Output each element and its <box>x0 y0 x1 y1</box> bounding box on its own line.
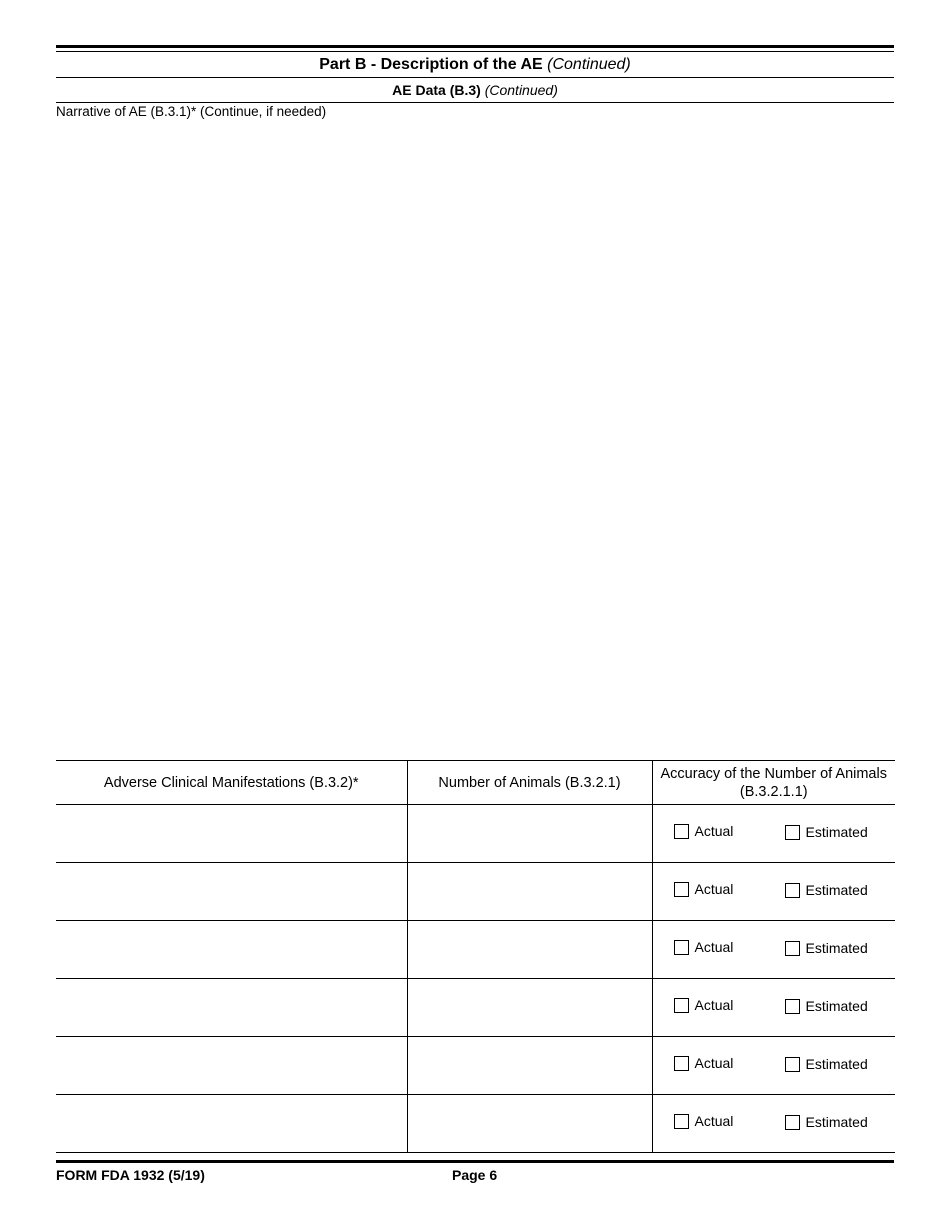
number-of-animals-cell <box>407 979 652 1037</box>
actual-label: Actual <box>694 881 734 897</box>
manifestation-cell <box>56 921 407 979</box>
manifestation-input[interactable] <box>56 805 407 862</box>
accuracy-cell <box>652 979 895 1037</box>
estimated-option <box>785 823 868 841</box>
bottom-thick-rule <box>56 1160 894 1163</box>
estimated-checkbox[interactable] <box>785 1115 800 1130</box>
accuracy-cell <box>652 921 895 979</box>
estimated-option <box>785 1055 868 1073</box>
estimated-label: Estimated <box>805 1056 868 1072</box>
actual-checkbox[interactable] <box>674 824 689 839</box>
section-title <box>56 81 894 99</box>
estimated-option <box>785 997 868 1015</box>
table-row <box>56 979 895 1037</box>
top-thick-rule <box>56 45 894 48</box>
accuracy-options <box>653 1095 896 1152</box>
actual-label: Actual <box>694 997 734 1013</box>
estimated-option <box>785 881 868 899</box>
actual-option <box>674 822 734 840</box>
page-number: Page 6 <box>452 1167 498 1183</box>
estimated-label: Estimated <box>805 1114 868 1130</box>
section-title-text: AE Data (B.3) <box>392 82 481 98</box>
manifestation-input[interactable] <box>56 979 407 1036</box>
estimated-option <box>785 1113 868 1131</box>
section-title-suffix: (Continued) <box>484 82 558 98</box>
manifestation-cell <box>56 863 407 921</box>
manifestation-input[interactable] <box>56 921 407 978</box>
accuracy-options <box>653 1037 896 1094</box>
estimated-label: Estimated <box>805 824 868 840</box>
number-of-animals-cell <box>407 921 652 979</box>
estimated-option <box>785 939 868 957</box>
top-thin-rule <box>56 51 894 52</box>
manifestation-cell <box>56 1095 407 1153</box>
accuracy-cell <box>652 805 895 863</box>
actual-checkbox[interactable] <box>674 882 689 897</box>
part-title-text: Part B - Description of the AE <box>319 56 543 73</box>
number-of-animals-cell <box>407 1095 652 1153</box>
accuracy-cell <box>652 1095 895 1153</box>
estimated-checkbox[interactable] <box>785 999 800 1014</box>
manifestation-cell <box>56 1037 407 1095</box>
actual-option <box>674 996 734 1014</box>
number-of-animals-input[interactable] <box>408 921 652 978</box>
number-of-animals-cell <box>407 1037 652 1095</box>
actual-option <box>674 1112 734 1130</box>
manifestation-input[interactable] <box>56 1095 407 1152</box>
estimated-checkbox[interactable] <box>785 883 800 898</box>
estimated-checkbox[interactable] <box>785 825 800 840</box>
table-row <box>56 921 895 979</box>
clinical-manifestations-table <box>56 760 895 1153</box>
number-of-animals-input[interactable] <box>408 805 652 862</box>
accuracy-options <box>653 979 896 1036</box>
table-row <box>56 1095 895 1153</box>
table-header-row <box>56 761 895 805</box>
part-title-rule <box>56 77 894 78</box>
header-number-of-animals: Number of Animals (B.3.2.1) <box>407 761 652 805</box>
number-of-animals-input[interactable] <box>408 863 652 920</box>
actual-label: Actual <box>694 823 734 839</box>
number-of-animals-input[interactable] <box>408 1095 652 1152</box>
actual-option <box>674 1054 734 1072</box>
number-of-animals-input[interactable] <box>408 979 652 1036</box>
number-of-animals-cell <box>407 805 652 863</box>
accuracy-options <box>653 805 896 862</box>
estimated-label: Estimated <box>805 940 868 956</box>
table-row <box>56 863 895 921</box>
actual-option <box>674 938 734 956</box>
actual-checkbox[interactable] <box>674 1056 689 1071</box>
actual-checkbox[interactable] <box>674 998 689 1013</box>
estimated-label: Estimated <box>805 998 868 1014</box>
estimated-label: Estimated <box>805 882 868 898</box>
header-manifestations: Adverse Clinical Manifestations (B.3.2)* <box>56 761 407 805</box>
table-row <box>56 805 895 863</box>
number-of-animals-input[interactable] <box>408 1037 652 1094</box>
table-row <box>56 1037 895 1095</box>
number-of-animals-cell <box>407 863 652 921</box>
actual-option <box>674 880 734 898</box>
actual-checkbox[interactable] <box>674 1114 689 1129</box>
narrative-label: Narrative of AE (B.3.1)* (Continue, if needed) <box>56 104 327 119</box>
manifestation-input[interactable] <box>56 1037 407 1094</box>
estimated-checkbox[interactable] <box>785 941 800 956</box>
manifestation-input[interactable] <box>56 863 407 920</box>
manifestation-cell <box>56 805 407 863</box>
narrative-textarea[interactable] <box>56 122 894 752</box>
part-title-suffix: (Continued) <box>547 56 631 73</box>
accuracy-options <box>653 863 896 920</box>
manifestation-cell <box>56 979 407 1037</box>
accuracy-cell <box>652 863 895 921</box>
actual-label: Actual <box>694 1113 734 1129</box>
form-id: FORM FDA 1932 (5/19) <box>56 1167 205 1183</box>
actual-label: Actual <box>694 1055 734 1071</box>
accuracy-cell <box>652 1037 895 1095</box>
header-accuracy: Accuracy of the Number of Animals (B.3.2.1.1) <box>652 761 895 805</box>
part-title <box>56 55 894 75</box>
actual-label: Actual <box>694 939 734 955</box>
accuracy-options <box>653 921 896 978</box>
estimated-checkbox[interactable] <box>785 1057 800 1072</box>
actual-checkbox[interactable] <box>674 940 689 955</box>
